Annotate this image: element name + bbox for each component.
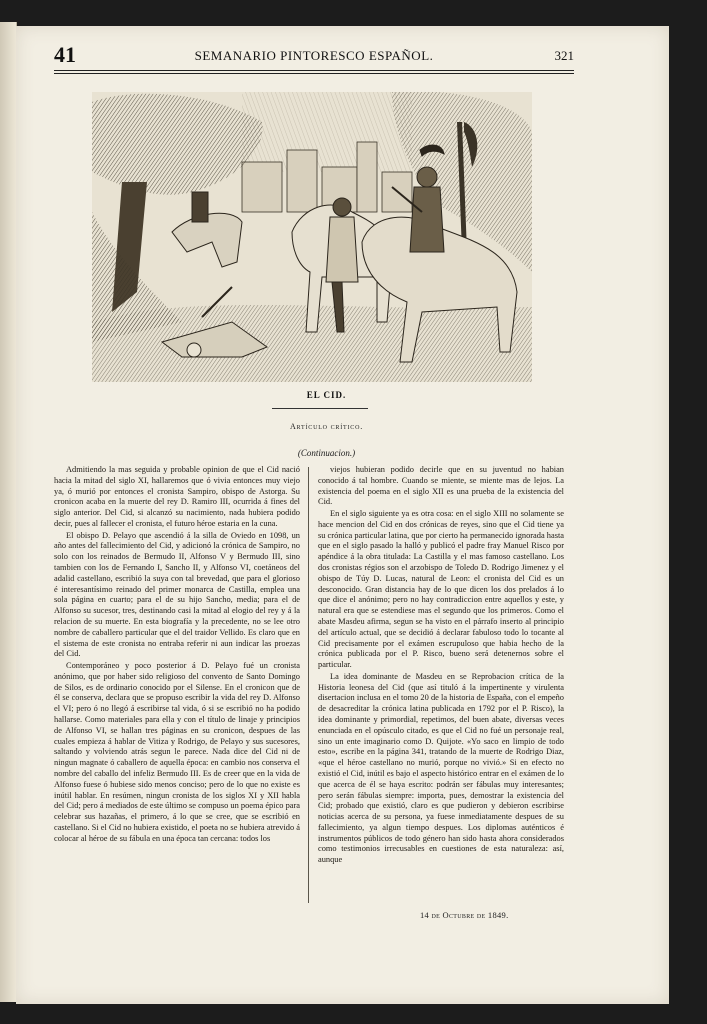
paragraph: Admitiendo la mas seguida y probable opinion de que el Cid nació hacia la mitad del siglo XI, hallaremos que ó vivia entonces muy viejo ya, ó murió por entonces el cronista Sampiro, obispo de Astorga. Su cronicon acaba en la muerte del rey D. Ramiro III, ocurrida á fines del siglo anterior. Del Cid, si alcanzó su nacimiento, nada hubiera podido decir, pues al fallecer el cronista, el futuro héroe estaria en la cuna. [54, 465, 300, 528]
article-subtitle: Artículo crítico. [289, 422, 363, 431]
caption-rule [272, 408, 368, 409]
paragraph: viejos hubieran podido decirle que en su juventud no habian conocido á tal hombre. Cuando se miente, se miente mas de lejos. La existencia del poema en el siglo XII es una prueba de la existencia del Cid. [318, 465, 564, 507]
text-column-right [318, 465, 564, 905]
text-column-left [54, 465, 300, 905]
left-page-edge [0, 22, 17, 1002]
paragraph: Contemporáneo y poco posterior á D. Pelayo fué un cronista anónimo, que por haber sido religioso del convento de Santo Domingo de Silos, es de ordinario conocido por el Silense. En el cronicon que de él se conserva, declara que se propuso escribir la vida del rey D. Alfonso el VI; pero ó no llegó á escribirse tal vida, ó si se escribió no ha podido hallarse. Como materiales para ella y con el título de linaje y principios de Alfonso VI, se hallan tres páginas en su cronicon, despues de las cuales empieza á hablar de Vitiza y Rodrigo, de Pelayo y sus sucesores, saltando y volviendo atrás segun le parece. Nada dice del Cid ni de ningun magnate ó caballero de aquella época: en cambio nos conserva el nombre del caballo del infeliz Bermudo III. Es de creer que en la vida de Alfonso fuese ó hubiese sido menos conciso; pero de lo que no existe es inútil hablar. En resúmen, ningun cronista de los siglos XI y XII habla del Cid; pero á mediados de este último se compuso un poema épico para celebrar sus hazañas, el primero, á lo que se cree, que se escribió en castellano. Si el Cid no hubiera existido, el poeta no se hubiera atrevido á colocar al héroe de su fábula en una época tan cercana: todos los [54, 660, 300, 843]
column-divider [308, 467, 309, 903]
header-rule [54, 70, 574, 71]
paragraph: El obispo D. Pelayo que ascendió á la silla de Oviedo en 1098, un año antes del fallecimiento del Cid, y adicionó la crónica de Sampiro, no solo con los reinados de Bermudo II, Alfonso V y Bermudo III, sino tambien con los de Fernando I, Sancho II, y Alfonso VI, coetáneos del adalid castellano, escribió la suya con tal brevedad, que para el glorioso é interesantísimo reinado del primer monarca de Castilla, emplea una sola página en cuarto; para el de su hijo Sancho, media; para el de Alfonso su sucesor, tres, destinando casi la mitad al elogio del rey y á la relacion de su muerte. En esta biografía y la precedente, no se lee otro nombre de caballero particular que el del traidor Vellido. Es claro que en el sistema de este cronista no entraba referir ni aun indicar las proezas del Cid. [54, 530, 300, 659]
journal-title: SEMANARIO PINTORESCO ESPAÑOL. [194, 48, 434, 63]
engraving-illustration [92, 92, 532, 382]
date-line: 14 de Octubre de 1849. [420, 910, 509, 920]
header-rule-double [54, 73, 574, 74]
continuation-note: (Continuacion.) [297, 448, 356, 458]
paragraph: La idea dominante de Masdeu en se Reprobacion crítica de la Historia leonesa del Cid (que así tituló á la impertinente y virulenta disertacion inclusa en el tomo 20 de la historia de España, con el empeño de desacreditar la crónica latina publicada en 1792 por el P. Risco), la idea dominante y primordial, repetimos, del buen abate, diversas veces enunciada en el opúsculo citado, es que el Cid no fué un personaje real, sino un ente imaginario como D. Quijote. «Yo saco en limpio de todo esto», escribe en la página 341, tratando de la muerte de Rodrigo Diaz, «que el héroe castellano no murió, porque no vivió.» Si en efecto no existió el Cid, inútil es bajo el aspecto histórico entrar en el exámen de lo que acerca de él se haya escrito: podrán ser fábulas muy interesantes; pero serán fábulas siempre: importa, pues, demostrar la existencia del Cid; probado que existió, claro es que pudieron y debieron escribirse noticias acerca de su persona, ya fuese inmediatamente despues de su fallecimiento, ya algun tiempo despues. Los diplomas auténticos é instrumentos públicos de todo género han sido hasta ahora considerados como testimonios irrecusables en cuestiones de esta naturaleza: así, aunque [318, 671, 564, 865]
illustration-caption: EL CID. [306, 390, 347, 400]
issue-number: 41 [54, 42, 76, 67]
page-number: 321 [554, 48, 574, 63]
page-header [54, 44, 574, 72]
paragraph: En el siglo siguiente ya es otra cosa: en el siglo XIII no solamente se hace mencion del Cid en dos crónicas de reyes, sino que el Cid tiene ya su crónica particular latina, que por cierto ha permanecido ignorada hasta que en el siglo pasado la halló y publicó el padre fray Manuel Risco por apéndice á la obra titulada: La Castilla y el mas famoso castellano. Los dos cronistas régios son el arzobispo de Toledo D. Rodrigo Jimenez y el obispo de Túy D. Lucas, natural de Leon: el cronista del Cid es un desconocido. Gran distancia hay de lo que dicen los dos prelados á lo que dice el anónimo; pero no hay contradiccion entre aquellos y este, y natural era que se estendiese mas el segundo que los primeros. Como el abate Masdeu afirma, segun se ha visto en el párrafo inserto al principio del artículo actual, que se decidió á declarar fabuloso todo lo tocante al Cid precisamente por el exámen escrupuloso que habia hecho de la crónica publicada por el P. Risco, bueno será detenernos sobre el particular. [318, 508, 564, 670]
